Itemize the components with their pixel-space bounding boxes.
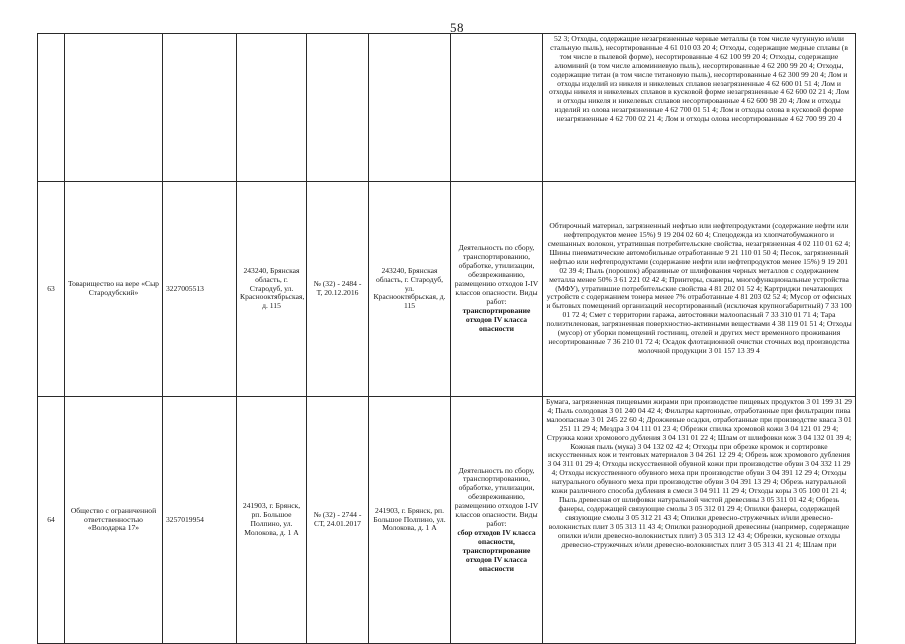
cell-waste-list: Обтирочный материал, загрязненный нефтью или нефтепродуктами (содержание нефти или нефтепродуктов менее 15%) 9 19 204 02 60 4; Спецодежда из хлопчатобумажного и смешанных волокон, утратившая потребительские свойства, незагрязненная 4 02 110 01 62 4; Шины пневматические автомобильные отработанные 9 21 110 01 50 4; Песок, загрязненный нефтью или нефтепродуктами (содержание нефти или нефтепродуктов менее 15%) 9 19 201 02 39 4; Пыль (порошок) абразивные от шлифования черных металлов с содержанием металла менее 50% 3 61 221 02 42 4; Принтеры, сканеры, многофункциональные устройства (МФУ), утратившие потребительские свойства 4 81 202 01 52 4; Картриджи печатающих устройств с содержанием тонера менее 7% отработанные 4 81 203 02 52 4; Мусор от офисных и бытовых помещений организаций несортированный (исключая крупногабаритный) 7 33 100 01 72 4; Смет с территории гаража, автостоянки малоопасный 7 33 310 01 71 4; Тара полиэтиленовая, загрязненная поверхностно-активными веществами 4 38 119 01 51 4; Отходы (мусор) от уборки помещений гостиниц, отелей и других мест временного проживания несортированные 7 36 210 01 72 4; Осадок флотационной очистки сточных вод производства молочной продукции 3 01 157 13 39 4: [543, 182, 856, 397]
cell-legal-address: 243240, Брянская область, г. Стародуб, ул. Красноoктябрьская, д. 115: [237, 182, 307, 397]
cell-activity-type: [451, 397, 543, 644]
cell-waste-list: 52 3; Отходы, содержащие незагрязненные черные металлы (в том числе чугунную и/или стальную пыль), несортированные 4 61 010 03 20 4; Отходы, содержащие медные сплавы (в том числе в пылевой форме), несортированные 4 62 100 99 20 4; Отходы, содержащие алюминий (в том числе алюминиевую пыль), несортированные 4 62 200 99 20 4; Отходы, содержащие титан (в том числе титановую пыль), несортированные 4 62 300 99 20 4; Лом и отходы изделий из никеля и никелевых сплавов незагрязненные 4 62 600 01 51 4; Лом и отходы никеля и никелевых сплавов в кусковой форме незагрязненные 4 62 600 02 21 4; Лом и отходы никеля и никелевых сплавов несортированные 4 62 600 98 20 4; Лом и отходы изделий из олова незагрязненные 4 62 700 01 51 4; Лом и отходы олова в кусковой форме незагрязненные 4 62 700 02 21 4; Лом и отходы олова несортированные 4 62 700 99 20 4: [543, 34, 856, 182]
activity-work-types: сбор отходов IV класса опасности, транспортирование отходов IV класса опасности: [457, 527, 536, 573]
table-row: [38, 182, 856, 397]
table-row: [38, 397, 856, 644]
cell-organization-name: Общество с ограниченной ответственностью «Володарка 17»: [65, 397, 163, 644]
licenses-table: [37, 33, 856, 644]
cell-empty: [451, 34, 543, 182]
cell-empty: [38, 34, 65, 182]
activity-description: Деятельность по сбору, транспортированию, обработке, утилизации, обезвреживанию, размещению отходов I-IV классов опасности. Виды работ:: [454, 243, 539, 306]
cell-inn: 3257019954: [163, 397, 237, 644]
cell-activity-address: 243240, Брянская область, г. Стародуб, ул. Красноoктябрьская, д. 115: [369, 182, 451, 397]
page-number: 58: [450, 20, 464, 35]
cell-activity-address: 241903, г. Брянск, рп. Большое Полпино, ул. Молокова, д. 1 А: [369, 397, 451, 644]
cell-activity-type: [451, 182, 543, 397]
activity-work-types: транспортирование отходов IV класса опасности: [462, 305, 531, 333]
cell-row-number: 64: [38, 397, 65, 644]
cell-empty: [65, 34, 163, 182]
cell-inn: 3227005513: [163, 182, 237, 397]
cell-empty: [369, 34, 451, 182]
cell-license-number: № (32) - 2484 - Т, 20.12.2016: [307, 182, 369, 397]
cell-row-number: 63: [38, 182, 65, 397]
cell-empty: [163, 34, 237, 182]
cell-legal-address: 241903, г. Брянск, рп. Большое Полпино, ул. Молокова, д. 1 А: [237, 397, 307, 644]
cell-empty: [307, 34, 369, 182]
cell-waste-list: Бумага, загрязненная пищевыми жирами при производстве пищевых продуктов 3 01 199 31 29 4; Пыль солодовая 3 01 240 04 42 4; Фильтры картонные, отработанные при фильтрации пива малоопасные 3 01 245 22 60 4; Дрожжевые осадки, отработанные при производстве кваса 3 01 251 11 29 4; Мездра 3 04 111 01 23 4; Обрезки спилка хромовой кожи 3 04 121 01 29 4; Стружка кожи хромового дубления 3 04 131 01 22 4; Шлам от шлифовки кож 3 04 132 01 39 4; Кожная пыль (мука) 3 04 132 02 42 4; Отходы при обрезке кромок и сортировке искусственных кож и тентовых материалов 3 04 261 12 29 4; Обрезь кож хромового дубления 3 04 311 01 29 4; Отходы искусственной обувной кожи при производстве обуви 3 04 332 11 29 4; Отходы искусственного обувного меха при производстве обуви 3 04 391 12 29 4; Отходы натурального обувного меха при производстве обуви 3 04 391 13 29 4; Обрезь натуральной кожи различного способа дубления в смеси 3 04 911 11 29 4; Отходы коры 3 05 100 01 21 4; Пыль древесная от шлифовки натуральной чистой древесины 3 05 311 01 42 4; Обрезь фанеры, содержащей связующие смолы 3 05 312 01 29 4; Опилки фанеры, содержащей связующие смолы 3 05 312 21 43 4; Опилки древесно-стружечных и/или древесно-волокнистых плит 3 05 313 11 43 4; Опилки разнородной древесины (например, содержащие опилки и/или древесно-волокнистых плит) 3 05 313 12 43 4; Обрезки, кусковые отходы древесно-стружечных и/или древесно-волокнистых плит 3 05 313 41 21 4; Шлам при: [543, 397, 856, 644]
cell-license-number: № (32) - 2744 - СТ, 24.01.2017: [307, 397, 369, 644]
cell-organization-name: Товарищество на вере «Сыр Стародубский»: [65, 182, 163, 397]
activity-description: Деятельность по сбору, транспортированию, обработке, утилизации, обезвреживанию, размещению отходов I-IV классов опасности. Виды работ:: [454, 465, 539, 528]
table-row-continuation: [38, 34, 856, 182]
cell-empty: [237, 34, 307, 182]
